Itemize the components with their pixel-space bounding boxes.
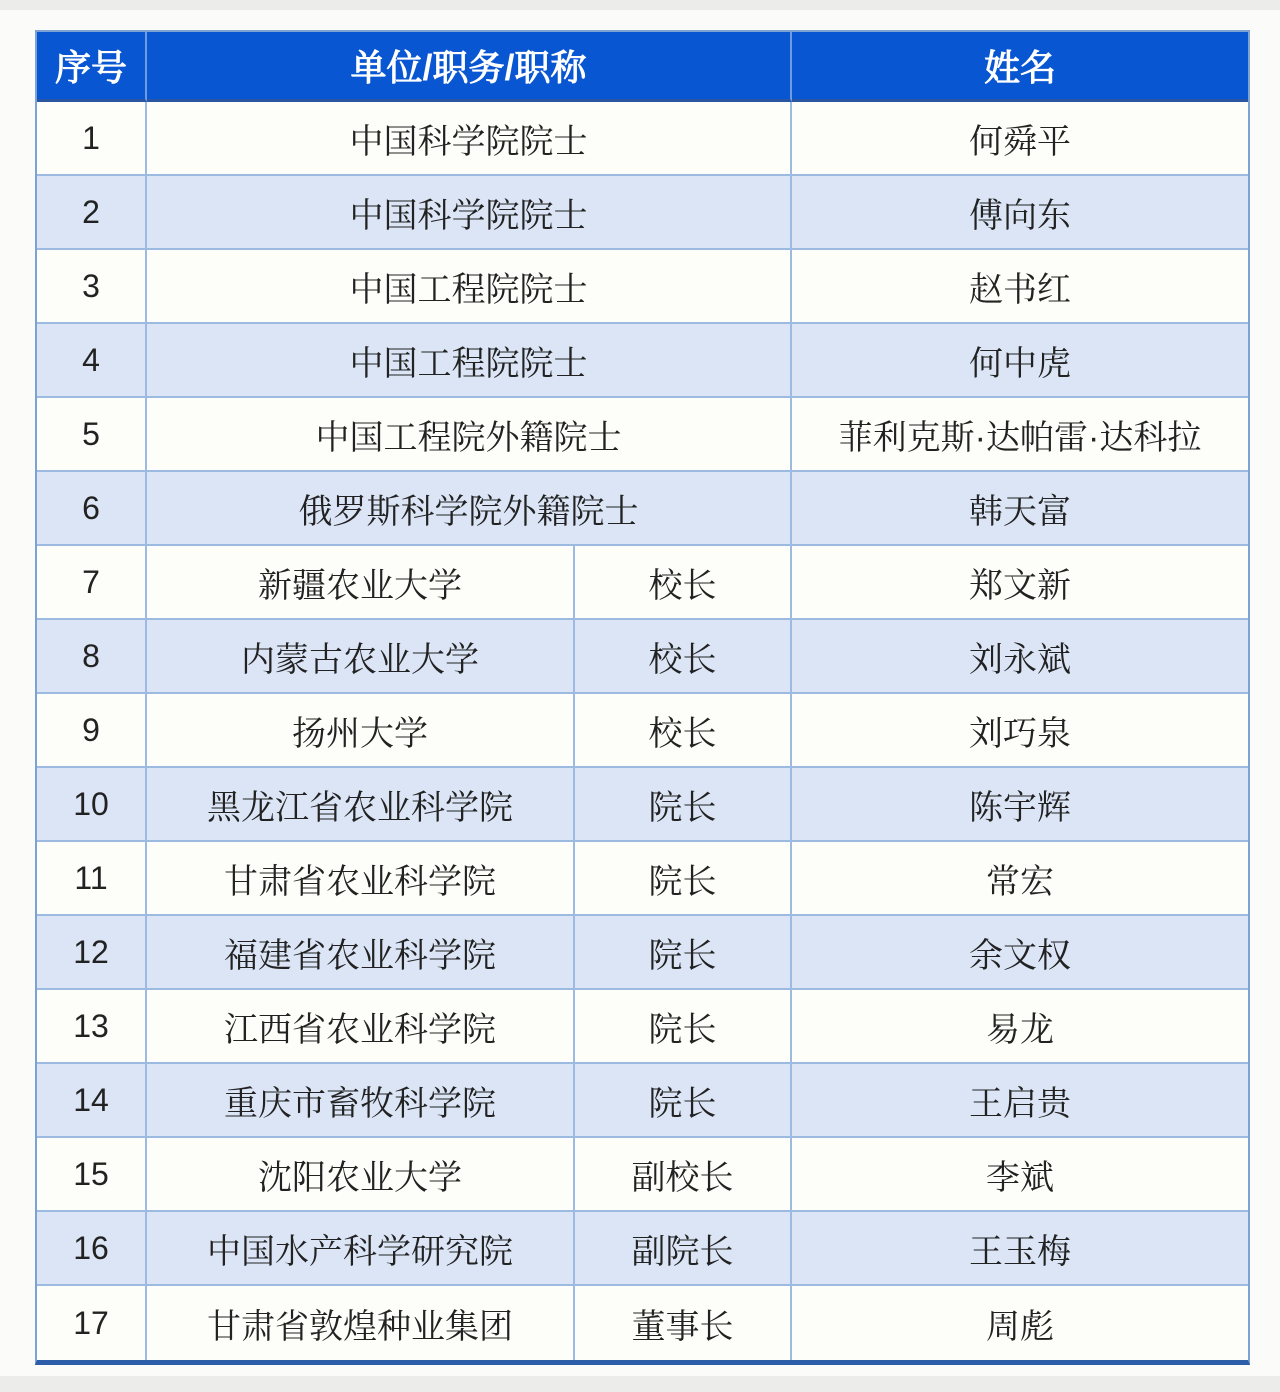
cell-unit-title: 俄罗斯科学院外籍院士 xyxy=(147,472,792,546)
table-row xyxy=(37,1286,1248,1360)
cell-unit-title: 中国工程院外籍院士 xyxy=(147,398,792,472)
cell-position: 副校长 xyxy=(575,1138,792,1212)
cell-index: 7 xyxy=(37,546,147,620)
cell-index: 14 xyxy=(37,1064,147,1138)
cell-unit-title: 中国工程院院士 xyxy=(147,250,792,324)
cell-unit: 江西省农业科学院 xyxy=(147,990,575,1064)
cell-index: 8 xyxy=(37,620,147,694)
cell-name: 赵书红 xyxy=(792,250,1248,324)
cell-name: 何中虎 xyxy=(792,324,1248,398)
cell-name: 菲利克斯·达帕雷·达科拉 xyxy=(792,398,1248,472)
cell-position: 院长 xyxy=(575,842,792,916)
cell-unit: 甘肃省敦煌种业集团 xyxy=(147,1286,575,1360)
header-cell-name: 姓名 xyxy=(792,32,1248,102)
table-row xyxy=(37,250,1248,324)
cell-index: 3 xyxy=(37,250,147,324)
table-row xyxy=(37,694,1248,768)
cell-index: 6 xyxy=(37,472,147,546)
table-row xyxy=(37,1138,1248,1212)
cell-name: 周彪 xyxy=(986,1307,1054,1346)
roster-table xyxy=(35,30,1250,1365)
cell-index: 1 xyxy=(37,102,147,176)
cell-unit: 内蒙古农业大学 xyxy=(147,620,575,694)
cell-position: 副院长 xyxy=(575,1212,792,1286)
cell-unit-title: 中国科学院院士 xyxy=(147,176,792,250)
table-row xyxy=(37,620,1248,694)
cell-index: 11 xyxy=(37,842,147,916)
cell-name: 李斌 xyxy=(792,1138,1248,1212)
cell-name: 常宏 xyxy=(792,842,1248,916)
table-body xyxy=(37,102,1248,1360)
table-row xyxy=(37,768,1248,842)
cell-name: 何舜平 xyxy=(792,102,1248,176)
cell-index: 13 xyxy=(37,990,147,1064)
cell-index: 5 xyxy=(37,398,147,472)
cell-name: 王启贵 xyxy=(792,1064,1248,1138)
table-row xyxy=(37,990,1248,1064)
cell-name: 刘巧泉 xyxy=(792,694,1248,768)
cell-index: 15 xyxy=(37,1138,147,1212)
cell-position: 院长 xyxy=(575,916,792,990)
cell-name: 韩天富 xyxy=(792,472,1248,546)
cell-index: 16 xyxy=(37,1212,147,1286)
cell-name: 易龙 xyxy=(792,990,1248,1064)
cell-index: 2 xyxy=(37,176,147,250)
cell-position: 校长 xyxy=(575,694,792,768)
cell-unit: 黑龙江省农业科学院 xyxy=(147,768,575,842)
cell-position: 校长 xyxy=(575,546,792,620)
table-row xyxy=(37,398,1248,472)
table-header-row xyxy=(37,32,1248,102)
header-cell-no: 序号 xyxy=(37,32,147,102)
cell-unit-title: 中国科学院院士 xyxy=(147,102,792,176)
cell-name: 刘永斌 xyxy=(792,620,1248,694)
header-cell-unit-position: 单位/职务/职称 xyxy=(147,32,792,102)
cell-unit: 新疆农业大学 xyxy=(147,546,575,620)
cell-position: 院长 xyxy=(575,768,792,842)
cell-unit-title: 中国工程院院士 xyxy=(147,324,792,398)
table-row xyxy=(37,916,1248,990)
cell-unit: 重庆市畜牧科学院 xyxy=(147,1064,575,1138)
table-row xyxy=(37,102,1248,176)
table-row xyxy=(37,546,1248,620)
cell-unit: 福建省农业科学院 xyxy=(147,916,575,990)
table-row xyxy=(37,1064,1248,1138)
cell-unit: 沈阳农业大学 xyxy=(147,1138,575,1212)
table-row xyxy=(37,842,1248,916)
cell-index: 9 xyxy=(37,694,147,768)
bottom-strip xyxy=(0,1376,1280,1392)
table-row xyxy=(37,176,1248,250)
cell-index: 10 xyxy=(37,768,147,842)
cell-index: 12 xyxy=(37,916,147,990)
cell-position: 校长 xyxy=(575,620,792,694)
cell-position: 董事长 xyxy=(575,1286,792,1360)
cell-unit: 甘肃省农业科学院 xyxy=(147,842,575,916)
table-row xyxy=(37,1212,1248,1286)
table-row xyxy=(37,324,1248,398)
cell-name: 郑文新 xyxy=(792,546,1248,620)
top-strip xyxy=(0,0,1280,10)
cell-index: 4 xyxy=(37,324,147,398)
cell-unit: 中国水产科学研究院 xyxy=(147,1212,575,1286)
table-row xyxy=(37,472,1248,546)
cell-index: 17 xyxy=(37,1286,147,1360)
cell-position: 院长 xyxy=(575,990,792,1064)
cell-name: 余文权 xyxy=(792,916,1248,990)
cell-position: 院长 xyxy=(575,1064,792,1138)
cell-name: 傅向东 xyxy=(792,176,1248,250)
cell-unit: 扬州大学 xyxy=(147,694,575,768)
cell-name: 王玉梅 xyxy=(792,1212,1248,1286)
cell-name: 陈宇辉 xyxy=(792,768,1248,842)
